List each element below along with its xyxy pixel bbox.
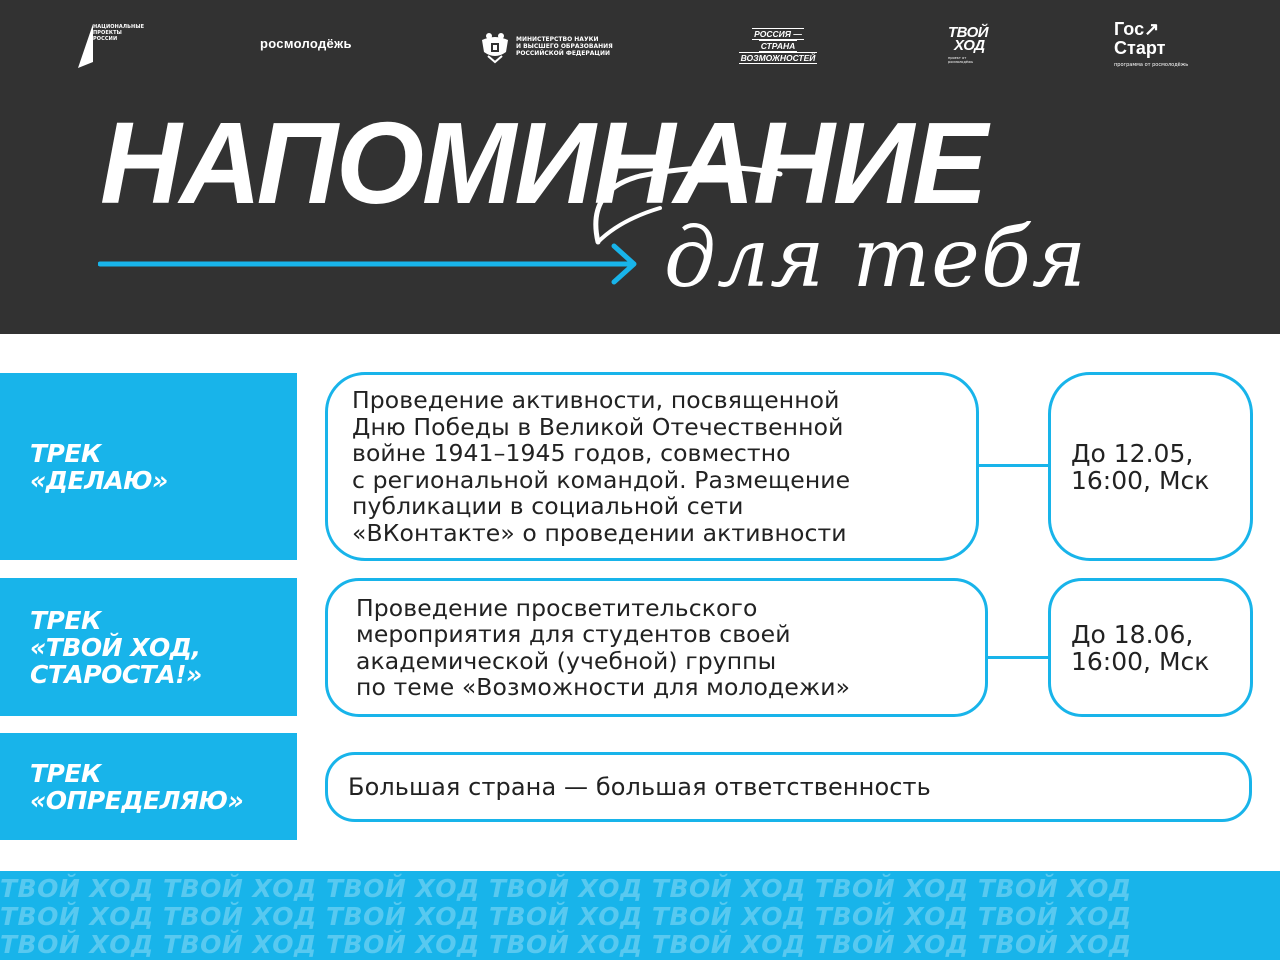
description-line: мероприятия для студентов своей	[356, 620, 791, 648]
gosstart-subtext: программа от росмолодёжь	[1114, 62, 1189, 68]
track-opredelyayu-description	[325, 752, 1252, 822]
description-line: войне 1941–1945 годов, совместно	[352, 439, 791, 467]
track-starosta-label	[0, 578, 297, 716]
track-delayu-label	[0, 373, 297, 560]
tvoi-hod-line-1: ТВОЙ	[948, 24, 989, 41]
deadline-line: До 18.06,	[1071, 619, 1194, 649]
script-subtitle: для тебя	[664, 211, 1088, 306]
gosstart-line-1: Гос↗	[1114, 19, 1160, 39]
national-projects-line-2: ПРОЕКТЫ	[93, 30, 122, 36]
tvoi-hod-logo	[948, 26, 992, 70]
track-label-line: ТРЕК	[30, 605, 101, 635]
track-delayu-deadline	[1048, 372, 1253, 561]
gosstart-line-2: Старт	[1114, 38, 1166, 58]
connector-line	[986, 656, 1050, 659]
track-starosta-description	[325, 578, 988, 717]
rsv-line-2: СТРАНА	[760, 41, 796, 51]
track-delayu-description	[325, 372, 979, 561]
tvoi-hod-line-2: ХОД	[954, 37, 985, 54]
rosmolodezh-logo: росмолодёжь	[260, 36, 352, 51]
footer-pattern-row: ТВОЙ ХОД ТВОЙ ХОД ТВОЙ ХОД ТВОЙ ХОД ТВОЙ ХОД ТВОЙ ХОД ТВОЙ ХОД	[0, 902, 1132, 931]
description-line: академической (учебной) группы	[356, 646, 777, 675]
rsv-line-3: ВОЗМОЖНОСТЕЙ	[740, 53, 816, 63]
footer-pattern-row: ТВОЙ ХОД ТВОЙ ХОД ТВОЙ ХОД ТВОЙ ХОД ТВОЙ ХОД ТВОЙ ХОД ТВОЙ ХОД	[0, 930, 1132, 959]
ministry-line-3: РОССИЙСКОЙ ФЕДЕРАЦИИ	[516, 50, 611, 57]
double-eagle-emblem-icon	[478, 30, 512, 64]
track-label-line: СТАРОСТА!»	[30, 659, 202, 689]
track-label-line: «ТВОЙ ХОД,	[30, 632, 201, 662]
description-line: публикации в социальной сети	[352, 492, 744, 520]
national-projects-line-3: РОССИИ	[93, 36, 118, 42]
description-line: «ВКонтакте» о проведении активности	[352, 518, 847, 547]
deadline-line: 16:00, Мск	[1071, 646, 1210, 676]
ministry-logo	[478, 30, 618, 62]
deadline-line: 16:00, Мск	[1071, 465, 1210, 495]
description-line: с региональной командой. Размещение	[352, 465, 851, 494]
ministry-line-2: И ВЫСШЕГО ОБРАЗОВАНИЯ	[516, 43, 613, 50]
footer-pattern-row: ТВОЙ ХОД ТВОЙ ХОД ТВОЙ ХОД ТВОЙ ХОД ТВОЙ ХОД ТВОЙ ХОД ТВОЙ ХОД	[0, 874, 1132, 903]
track-label-line: «ДЕЛАЮ»	[30, 465, 168, 495]
track-starosta-deadline	[1048, 578, 1253, 717]
arrow-right-icon	[98, 238, 643, 290]
national-projects-line-1: НАЦИОНАЛЬНЫЕ	[93, 24, 145, 30]
gosstart-logo	[1114, 20, 1204, 70]
track-label-line: ТРЕК	[30, 438, 101, 468]
national-projects-logo	[78, 22, 145, 68]
page-title: НАПОМИНАНИЕ	[100, 98, 986, 228]
description-line: Большая страна — большая ответственность	[348, 773, 931, 801]
description-line: Дню Победы в Великой Отечественной	[352, 412, 844, 441]
tvoi-hod-subtext: проект от росмолодёжь	[948, 56, 974, 64]
rsv-line-1: РОССИЯ —	[754, 29, 802, 39]
description-line: Проведение активности, посвященной	[352, 386, 840, 414]
track-label-line: ТРЕК	[30, 758, 101, 788]
track-label-line: «ОПРЕДЕЛЯЮ»	[30, 785, 244, 815]
footer-pattern	[0, 871, 1280, 960]
description-line: Проведение просветительского	[356, 593, 758, 622]
connector-line	[977, 464, 1050, 467]
russia-opportunities-logo	[736, 28, 820, 62]
track-opredelyayu-label	[0, 733, 297, 840]
ministry-line-1: МИНИСТЕРСТВО НАУКИ	[516, 36, 599, 43]
header-banner	[0, 0, 1280, 334]
description-line: по теме «Возможности для молодежи»	[356, 673, 851, 701]
deadline-line: До 12.05,	[1071, 438, 1194, 468]
